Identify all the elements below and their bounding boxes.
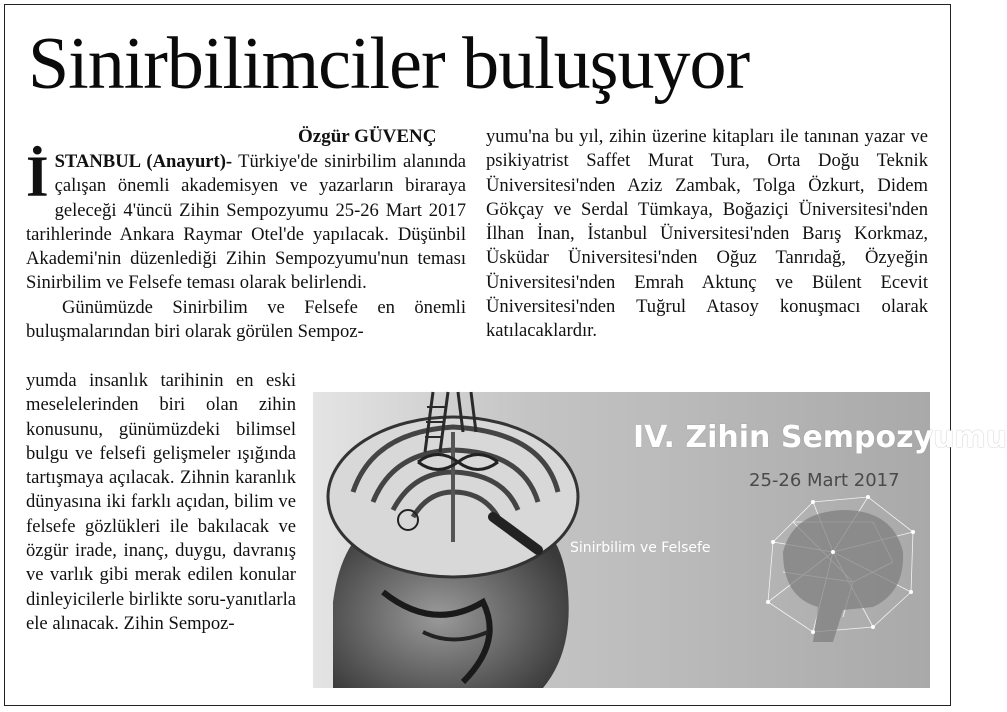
dropcap: İ — [26, 144, 49, 209]
symposium-image — [313, 392, 1007, 688]
paragraph-1-body: Türkiye'de sinirbilim alanında çalışan önemli akademisyen ve yazarların biraraya geleceği 4'üncü Zihin Sempozyumu 25-26 Mart 2017 tarihlerinde Ankara Raymar Otel'de yapılacak. Düşünbil Akademi'nin düzenlediği Zihin Sempozyumu'nun teması Sinirbilim ve Felsefe teması olarak belirlendi. — [26, 151, 467, 294]
headline: Sinirbilimciler buluşuyor — [28, 23, 750, 105]
article-column-1-top — [26, 144, 467, 344]
symposium-theme: Sinirbilim ve Felsefe — [570, 540, 711, 556]
symposium-title: IV. Zihin Sempozyumu — [633, 420, 1007, 455]
byline: Özgür GÜVENÇ — [298, 126, 437, 147]
paragraph-3: yumu'na bu yıl, zihin üzerine kitapları ile tanınan yazar ve psikiyatrist Saffet Murat Tura, Orta Doğu Teknik Üniversitesi'nden Aziz Zambak, Tolga Özkurt, Didem Gökçay ve Serdal Tümkaya, Boğaziçi Üniversitesi'nden İlhan İnan, İstanbul Üniversitesi'nden Barış Korkmaz, Üsküdar Üniversitesi'nden Oğuz Tanrıdağ, Özyeğin Üniversitesi'nden Emrah Aktunç ve Bülent Ecevit Üniversitesi'nden Tuğrul Atasoy konuşmacı olarak katılacaklardır. — [486, 126, 928, 342]
symposium-date: 25-26 Mart 2017 — [749, 470, 900, 491]
paragraph-1 — [26, 144, 467, 296]
article-column-2 — [486, 125, 928, 344]
article-column-1-bottom — [26, 369, 296, 636]
paragraph-2-start: Günümüzde Sinirbilim ve Felsefe en önemli buluşmalarından biri olarak görülen Sempoz- — [26, 296, 466, 343]
paragraph-2-continued: yumda insanlık tarihinin en eski meselelerinden biri olan zihin konusunu, günümüzdeki bilimsel bulgu ve felsefi gelişmeler ışığında tartışmaya açılacak. Zihnin karanlık dünyasına iki farklı açıdan, bilim ve felsefe gözlükleri ile bakılacak ve özgür irade, inanç, duygu, davranış ve varlık gibi merak edilen konular dinleyicilerle birlikte soru-yanıtlarla ele alınacak. Zihin Sempoz- — [26, 370, 296, 634]
lede-dateline: STANBUL (Anayurt)- — [54, 151, 233, 172]
